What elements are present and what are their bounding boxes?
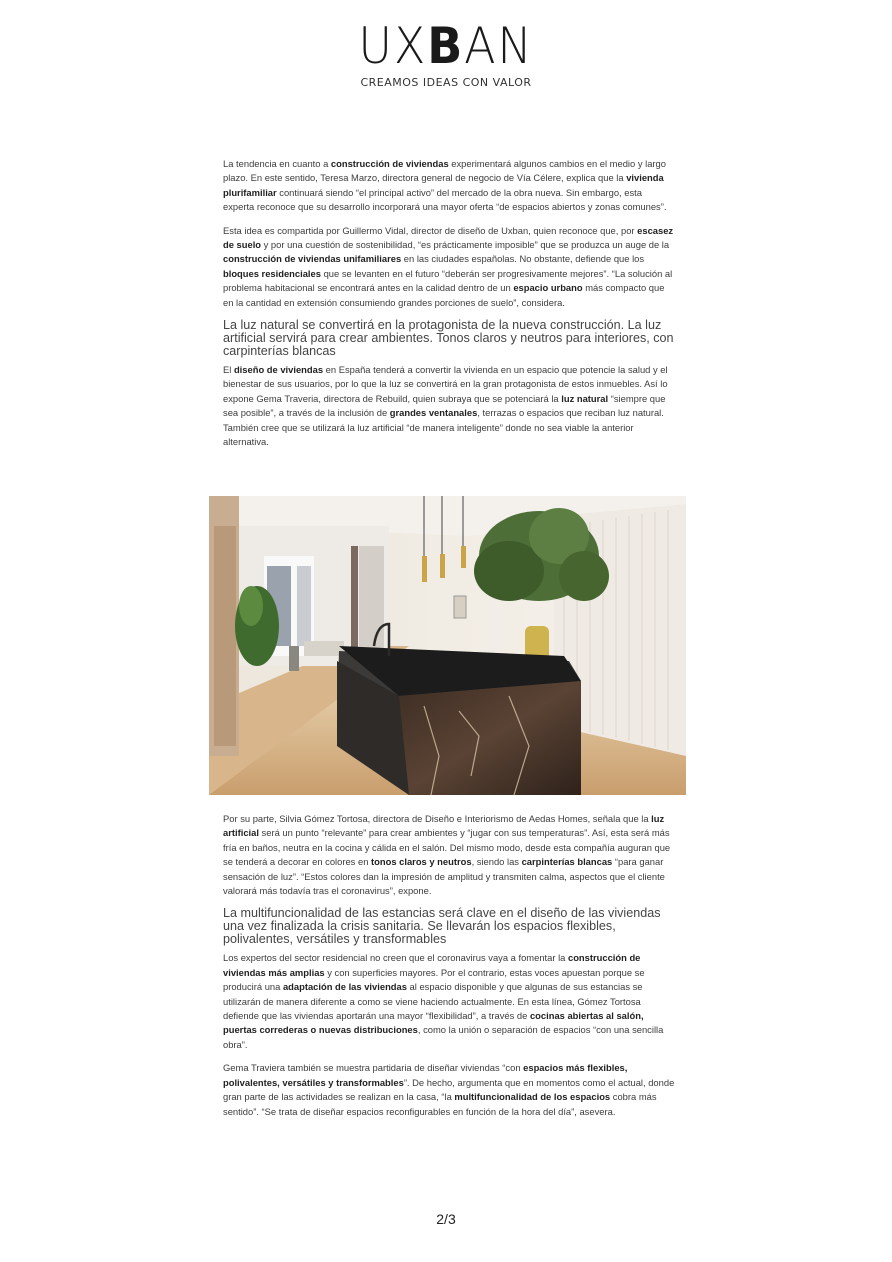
header — [0, 18, 892, 89]
bold-phrase: construcción de viviendas unifamiliares — [223, 253, 402, 265]
bold-phrase: espacios más flexibles, polivalentes, versátiles y transformables — [223, 1062, 628, 1088]
page-number: 2/3 — [436, 1211, 456, 1227]
paragraph: El diseño de viviendas en España tenderá a convertir la vivienda en un espacio que potencie la salud y el bienestar de sus usuarios, por lo que la luz se convertirá en la gran protagonista de estos inmuebles. Así lo expone Gema Traveria, directora de Rebuild, quien subraya que se potenciará la luz natural “siempre que sea posible”, a través de la inclusión de grandes ventanales, terrazas o espacios que reciban luz natural. También cree que se utilizará la luz artificial “de manera inteligente” donde no sea viable la anterior alternativa. — [223, 364, 668, 448]
paragraph: Gema Traviera también se muestra partidaria de diseñar viviendas “con espacios más flexibles, polivalentes, versátiles y transformables”. De hecho, argumenta que en momentos como el actual, donde gran parte de las actividades se realizan en la casa, “la multifuncionalidad de los espacios cobra más sentido”. “Se trata de diseñar espacios reconfigurables en función de la hora del día”, asevera. — [223, 1062, 675, 1117]
bold-phrase: bloques residenciales — [223, 267, 321, 279]
bold-phrase: grandes ventanales — [389, 407, 478, 419]
logo-text-1: UX — [358, 17, 428, 75]
section-heading: La luz natural se convertirá en la protagonista de la nueva construcción. La luz artificial servirá para crear ambientes. Tonos claros y neutros para interiores, con carpinterías blancas — [223, 318, 674, 359]
bold-phrase: carpinterías blancas — [521, 856, 613, 868]
bold-phrase: cocinas abiertas al salón, puertas correderas o nuevas distribuciones — [223, 1010, 644, 1036]
paragraph: La tendencia en cuanto a construcción de viviendas experimentará algunos cambios en el medio y largo plazo. En este sentido, Teresa Marzo, directora general de negocio de Vía Célere, explica que la vivienda plurifamiliar continuará siendo “el principal activo” del mercado de la obra nueva. Sin embargo, esta experta reconoce que su desarrollo incorporará una mayor oferta “de espacios abiertos y zonas comunes”. — [223, 158, 667, 213]
bold-phrase: construcción de viviendas — [330, 158, 449, 169]
bold-phrase: espacio urbano — [513, 282, 583, 294]
article-section-2 — [223, 812, 675, 1128]
logo-text-2: AN — [464, 17, 534, 75]
bold-phrase: multifuncionalidad de los espacios — [454, 1091, 611, 1103]
bold-phrase: construcción de viviendas más amplias — [223, 952, 641, 978]
paragraph: Por su parte, Silvia Gómez Tortosa, directora de Diseño e Interiorismo de Aedas Homes, señala que la luz artificial será un punto “relevante” para crear ambientes y “jugar con sus temperaturas”. Así, esta será más fría en baños, neutra en la cocina y cálida en el salón. Del mismo modo, desde esta compañía auguran que se tenderá a decorar en colores en tonos claros y neutros, siendo las carpinterías blancas “para ganar sensación de luz”. “Estos colores dan la impresión de amplitud y transmiten calma, aspectos que el cliente valorará más todavía tras el coronavirus”, expone. — [223, 813, 671, 897]
bold-phrase: luz natural — [561, 392, 609, 404]
paragraph: Esta idea es compartida por Guillermo Vidal, director de diseño de Uxban, quien reconoce que, por escasez de suelo y por una cuestión de sostenibilidad, “es prácticamente imposible” que se produzca un auge de la construcción de viviendas unifamiliares en las ciudades españolas. No obstante, defiende que los bloques residenciales que se levanten en el futuro “deberán ser progresivamente mejores”. “La solución al problema habitacional se encontrará antes en la calidad dentro de un espacio urbano más compacto que en la cantidad en extensión consumiendo grandes porciones de suelo”, considera. — [223, 224, 674, 308]
section-heading: La multifuncionalidad de las estancias será clave en el diseño de las viviendas una vez finalizada la crisis sanitaria. Se llevarán los espacios flexibles, polivalentes, versátiles y transformables — [223, 906, 661, 947]
bold-phrase: adaptación de las viviendas — [282, 981, 407, 993]
bold-phrase: luz artificial — [223, 813, 665, 839]
bold-phrase: vivienda plurifamiliar — [223, 172, 664, 198]
article-section-1 — [223, 157, 675, 450]
bold-phrase: diseño de viviendas — [233, 364, 324, 376]
logo-text-bold: B — [427, 17, 465, 75]
logo — [36, 18, 857, 74]
paragraph: Los expertos del sector residencial no creen que el coronavirus vaya a fomentar la construcción de viviendas más amplias y con superficies mayores. Por el contrario, estas voces apuestan porque se producirá una adaptación de las viviendas al espacio disponible y que algunas de sus estancias se utilizarán de manera diferente a como se viene haciendo actualmente. En esta línea, Gómez Tortosa defiende que las viviendas aportarán una mayor “flexibilidad”, a través de cocinas abiertas al salón, puertas correderas o nuevas distribuciones, como la unión o separación de espacios “con una sencilla obra”. — [223, 952, 664, 1050]
bold-phrase: tonos claros y neutros — [371, 856, 472, 868]
kitchen-photo — [209, 496, 686, 795]
tagline: CREAMOS IDEAS CON VALOR — [360, 76, 532, 89]
bold-phrase: escasez de suelo — [223, 224, 674, 251]
